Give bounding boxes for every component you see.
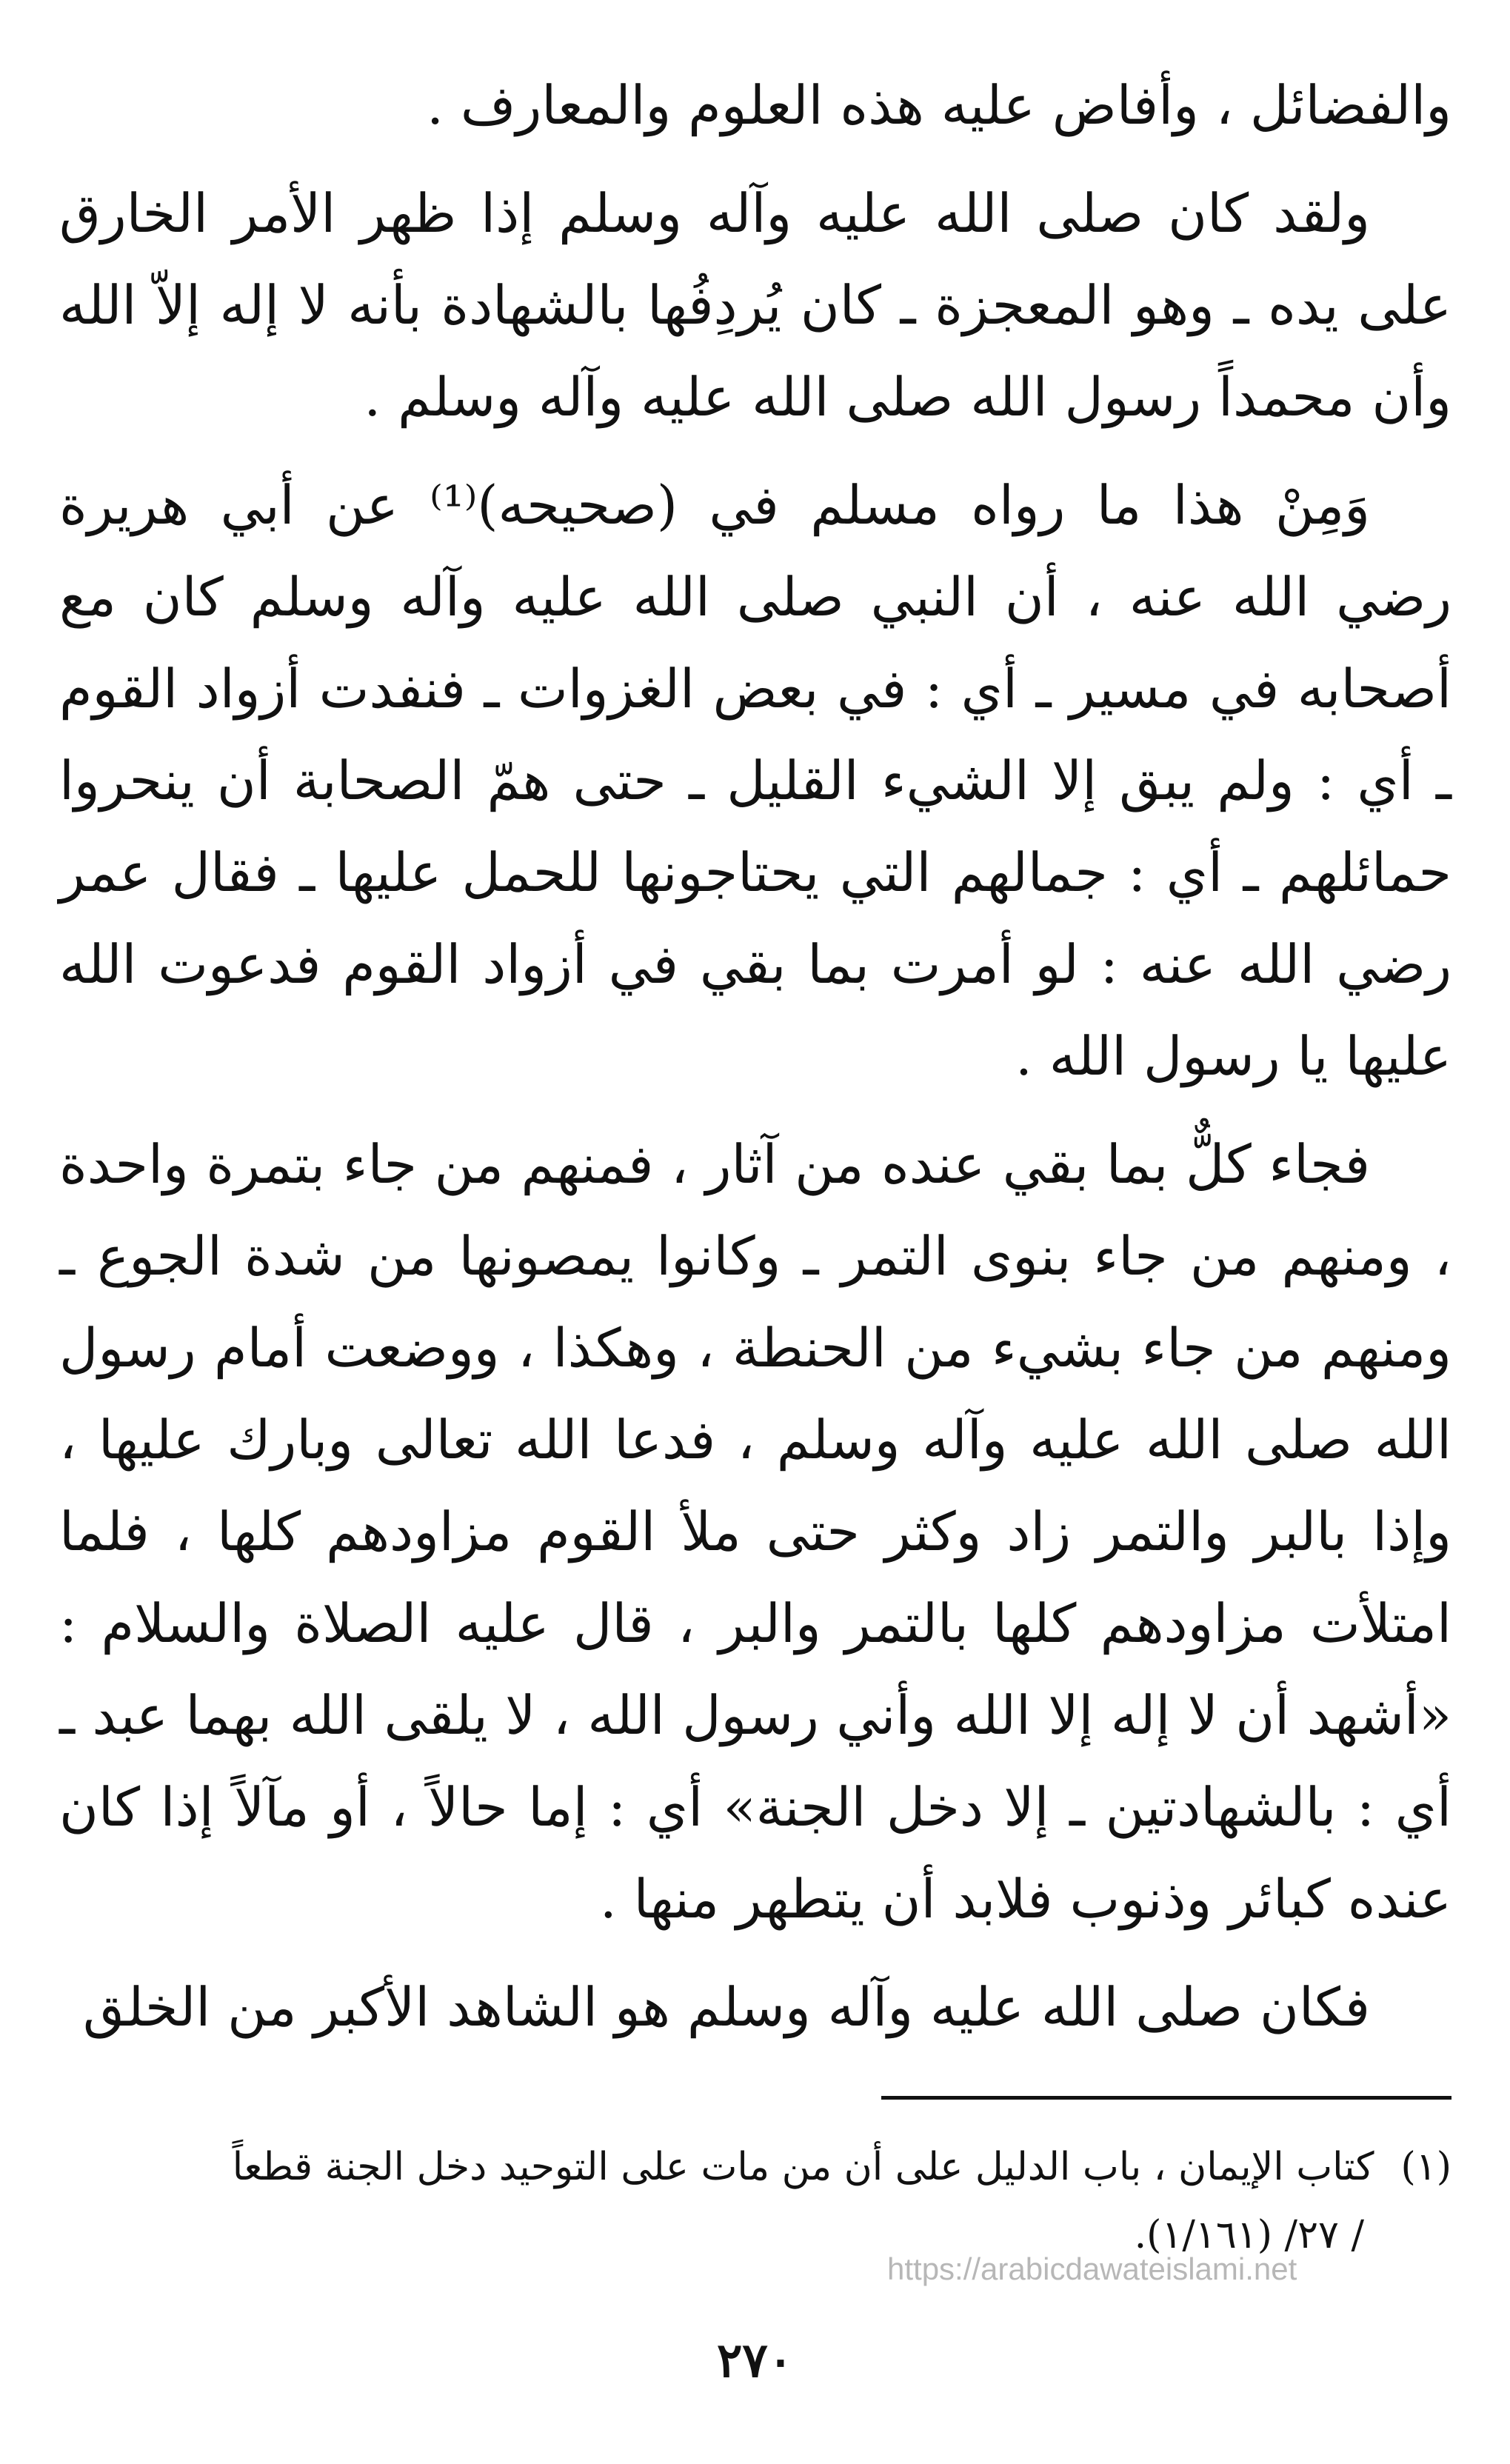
paragraph-greatest-witness: فكان صلى الله عليه وآله وسلم هو الشاهد الأكبر من الخلق [82,1976,1370,2038]
paragraph-muslim-narration: وَمِنْ هذا ما رواه مسلم في (صحيحه)⁽¹⁾ عن أبي هريرة رضي الله عنه ، أن النبي صلى الله عليه وآله وسلم كان مع أصحابه في مسير ـ أي : في بعض الغزوات ـ فنفدت أزواد القوم ـ أي : ولم يبق إلا الشيء القليل ـ حتى همّ الصحابة أن ينحروا حمائلهم ـ أي : جمالهم التي يحتاجونها للحمل عليها ـ فقال عمر رضي الله عنه : لو أمرت بما بقي في أزواد القوم فدعوت الله عليها يا رسول الله . [59,474,1451,1087]
footnote-text-line1: كتاب الإيمان ، باب الدليل على أن من مات على التوحيد دخل الجنة قطعاً [232,2145,1374,2189]
paragraph-miracle-testimony: ولقد كان صلى الله عليه وآله وسلم إذا ظهر الأمر الخارق على يده ـ وهو المعجزة ـ كان يُردِفُها بالشهادة بأنه لا إله إلاّ الله وأن محمداً رسول الله صلى الله عليه وآله وسلم . [59,182,1452,428]
watermark-url: https://arabicdawateislami.net [887,2251,1297,2286]
footnote-text-line2: / ٢٧/ (١/١٦١). [1134,2213,1364,2257]
footnote [59,2133,1451,2269]
page-number: ٢٧٠ [716,2333,794,2388]
paragraph-provisions-blessing: فجاء كلٌّ بما بقي عنده من آثار ، فمنهم من جاء بتمرة واحدة ، ومنهم من جاء بنوى التمر ـ وكانوا يمصونها من شدة الجوع ـ ومنهم من جاء بشيء من الحنطة ، وهكذا ، ووضعت أمام رسول الله صلى الله عليه وآله وسلم ، فدعا الله تعالى وبارك عليها ، وإذا بالبر والتمر زاد وكثر حتى ملأ القوم مزاودهم كلها ، فلما امتلأت مزاودهم كلها بالتمر والبر ، قال عليه الصلاة والسلام : «أشهد أن لا إله إلا الله وأني رسول الله ، لا يلقى الله بهما عبد ـ أي : بالشهادتين ـ إلا دخل الجنة» أي : إما حالاً ، أو مآلاً إذا كان عنده كبائر وذنوب فلابد أن يتطهر منها . [59,1133,1452,1930]
footnote-number: (١) [1400,2145,1451,2189]
main-text-body [59,59,1451,2069]
paragraph-continuation: والفضائل ، وأفاض عليه هذه العلوم والمعارف . [427,74,1451,136]
footnote-divider [881,2096,1451,2100]
